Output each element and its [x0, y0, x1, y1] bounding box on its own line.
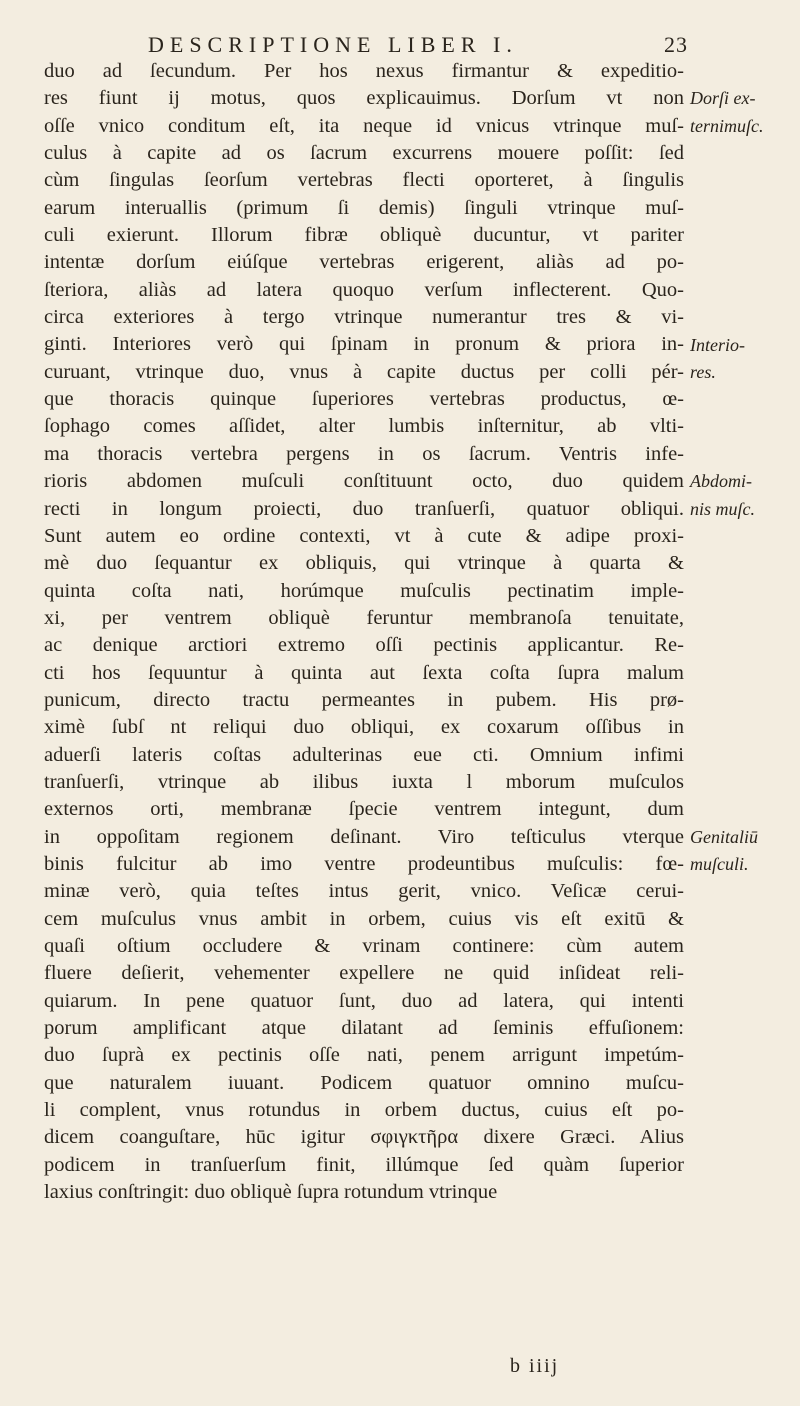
- margin-note: Interio-: [690, 334, 745, 355]
- margin-note: ternimuſc.: [690, 115, 764, 136]
- text-line: porum amplificant atque dilatant ad ſeminis effuſionem:: [44, 1017, 684, 1040]
- margin-note: res.: [690, 361, 716, 382]
- text-line: duo ſuprà ex pectinis oſſe nati, penem arrigunt impetúm-: [44, 1044, 684, 1067]
- body-text: [44, 58, 684, 1206]
- text-line: quiarum. In pene quatuor ſunt, duo ad latera, qui intenti: [44, 989, 684, 1012]
- text-line: que thoracis quinque ſuperiores vertebras productus, œ-: [44, 388, 684, 411]
- text-line: laxius conſtringit: duo obliquè ſupra rotundum vtrinque: [44, 1181, 498, 1204]
- margin-note: Dorſi ex-: [690, 88, 756, 109]
- text-line: cùm ſingulas ſeorſum vertebras flecti oporteret, à ſingulis: [44, 169, 684, 192]
- signature-mark: b iiij: [510, 1355, 560, 1377]
- text-line: quaſi oſtium occludere & vrinam continere: cùm autem: [44, 935, 684, 957]
- text-line: duo ad ſecundum. Per hos nexus firmantur & expeditio-: [44, 60, 684, 82]
- text-line: culi exierunt. Illorum fibræ obliquè ducuntur, vt pariter: [44, 224, 684, 247]
- text-line: in oppoſitam regionem deſinant. Viro teſticulus vterque: [44, 825, 684, 848]
- text-line: rioris abdomen muſculi conſtituunt octo, duo quidem: [44, 470, 684, 493]
- text-line: fluere deſierit, vehementer expellere ne quid inſideat reli-: [44, 962, 684, 985]
- text-line: tranſuerſi, vtrinque ab ilibus iuxta l mborum muſculos: [44, 770, 684, 793]
- text-line: cem muſculus vnus ambit in orbem, cuius vis eſt exitū &: [44, 907, 684, 930]
- text-line: culus à capite ad os ſacrum excurrens mouere poſſit: ſed: [44, 142, 684, 165]
- margin-note: Abdomi-: [690, 471, 752, 492]
- text-line: que naturalem iuuant. Podicem quatuor omnino muſcu-: [44, 1071, 684, 1094]
- text-line: externos orti, membranæ ſpecie ventrem integunt, dum: [44, 798, 684, 821]
- text-line: curuant, vtrinque duo, vnus à capite ductus per colli pér-: [44, 360, 684, 383]
- text-line: punicum, directo tractu permeantes in pubem. His prø-: [44, 688, 684, 711]
- text-line: recti in longum proiecti, duo tranſuerſi, quatuor obliqui.: [44, 497, 684, 520]
- text-line: quinta coſta nati, horúmque muſculis pectinatim imple-: [44, 579, 684, 602]
- text-line: dicem coanguſtare, hūc igitur σφιγκτῆρα dixere Græci. Alius: [44, 1126, 684, 1149]
- margin-note: nis muſc.: [690, 498, 755, 519]
- text-line: cti hos ſequuntur à quinta aut ſexta coſta ſupra malum: [44, 661, 684, 684]
- margin-note: Genitaliū: [690, 826, 758, 847]
- text-line: ma thoracis vertebra pergens in os ſacrum. Ventris infe-: [44, 442, 684, 465]
- text-line: mè duo ſequantur ex obliquis, qui vtrinque à quarta &: [44, 552, 684, 575]
- text-line: xi, per ventrem obliquè feruntur membranoſa tenuitate,: [44, 606, 684, 629]
- running-title: DESCRIPTIONE LIBER I.: [148, 32, 518, 57]
- text-line: res fiunt ij motus, quos explicauimus. Dorſum vt non: [44, 87, 684, 110]
- text-line: binis fulcitur ab imo ventre prodeuntibus muſculis: fœ-: [44, 852, 684, 875]
- page-number: 23: [664, 32, 688, 57]
- text-line: minæ verò, quia teſtes intus gerit, vnico. Veſicæ cerui-: [44, 880, 684, 903]
- text-line: ac denique arctiori extremo oſſi pectinis applicantur. Re-: [44, 634, 684, 657]
- text-line: ſteriora, aliàs ad latera quoquo verſum inflecterent. Quo-: [44, 278, 684, 301]
- text-line: Sunt autem eo ordine contexti, vt à cute & adipe proxi-: [44, 524, 684, 547]
- text-line: aduerſi lateris coſtas adulterinas eue cti. Omnium infimi: [44, 743, 684, 766]
- text-line: circa exteriores à tergo vtrinque numerantur tres & vi-: [44, 306, 684, 329]
- text-line: ximè ſubſ nt reliqui duo obliqui, ex coxarum oſſibus in: [44, 716, 684, 739]
- text-line: ginti. Interiores verò qui ſpinam in pronum & priora in-: [44, 333, 684, 356]
- text-line: earum interuallis (primum ſi demis) ſinguli vtrinque muſ-: [44, 196, 684, 219]
- text-line: podicem in tranſuerſum finit, illúmque ſed quàm ſuperior: [44, 1153, 684, 1176]
- margin-note: muſculi.: [690, 854, 749, 875]
- text-line: li complent, vnus rotundus in orbem ductus, cuius eſt po-: [44, 1099, 684, 1122]
- text-line: oſſe vnico conditum eſt, ita neque id vnicus vtrinque muſ-: [44, 114, 684, 137]
- text-line: ſophago comes aſſidet, alter lumbis inſternitur, ab vlti-: [44, 415, 684, 438]
- text-line: intentæ dorſum eiúſque vertebras erigerent, aliàs ad po-: [44, 251, 684, 274]
